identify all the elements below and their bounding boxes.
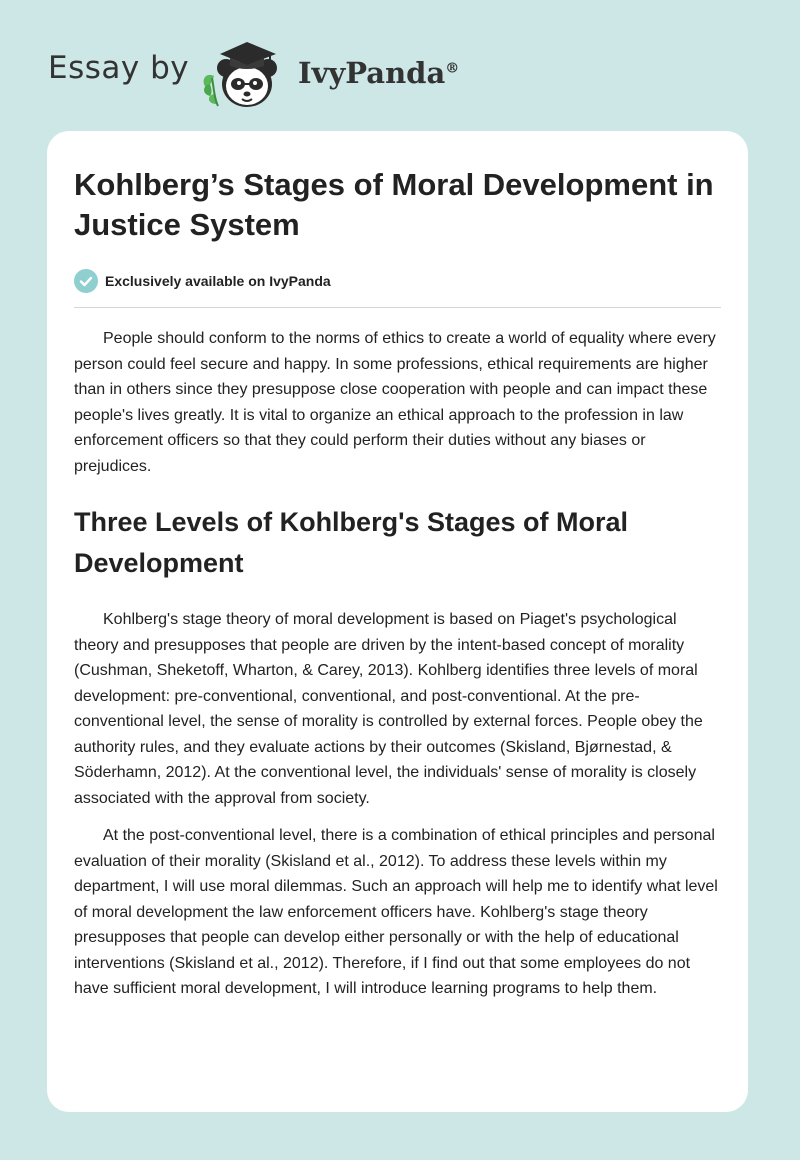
section-heading: Three Levels of Kohlberg's Stages of Moral Development [74,507,629,578]
exclusive-badge [74,267,721,295]
exclusive-badge-label: Exclusively available on IvyPanda [105,273,331,289]
essay-content [74,165,721,1002]
body-paragraph: At the post-conventional level, there is a combination of ethical principles and personal evaluation of their morality (Skisland et al., 2012). To address these levels within my department, I will use moral dilemmas. Such an approach will help me to identify what level of moral development the law enforcement officers have. Kohlberg's stage theory presupposes that people can develop either personally or with the help of educational interventions (Skisland et al., 2012). Therefore, if I find out that some employees do not have sufficient moral development, I will introduce learning programs to help them. [74,827,718,997]
brand-name[interactable] [298,56,459,90]
essay-title: Kohlberg’s Stages of Moral Development in Justice System [74,167,714,242]
divider [74,307,721,308]
brand-name-text: IvyPanda [298,56,446,90]
intro-paragraph: People should conform to the norms of ethics to create a world of equality where every person could feel secure and happy. In some professions, ethical requirements are higher than in others since they presuppose close cooperation with people and can impact these people's lives greatly. It is vital to organize an ethical approach to the profession in law enforcement officers so that they could perform their duties without any biases or prejudices. [74,330,716,475]
essay-by-label: Essay by [48,50,190,86]
check-circle-icon [74,269,98,293]
essay-card [47,131,748,1112]
site-header [48,32,508,112]
body-paragraph: Kohlberg's stage theory of moral development is based on Piaget's psychological theory and presupposes that people are driven by the intent-based concept of morality (Cushman, Sheketoff, Wharton, & Carey, 2013). Kohlberg identifies three levels of moral development: pre-conventional, conventional, and post-conventional. At the pre-conventional level, the sense of morality is controlled by external forces. People obey the authority rules, and they evaluate actions by their outcomes (Skisland, Bjørnestad, & Söderhamn, 2012). At the conventional level, the individuals' sense of morality is closely associated with the approval from society. [74,611,703,807]
panda-graduate-logo-icon[interactable] [200,34,292,110]
registered-mark: ® [445,60,460,77]
